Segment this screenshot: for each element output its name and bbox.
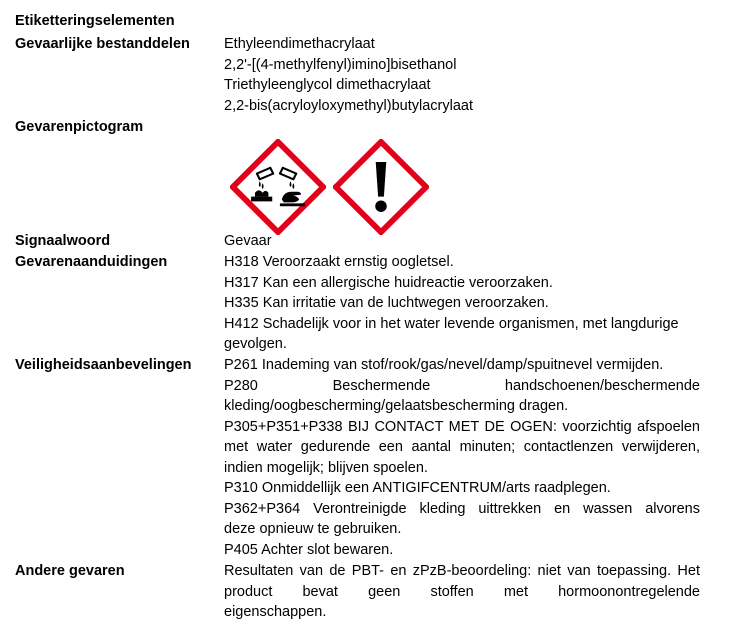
- signal-word-value: [224, 231, 700, 252]
- hazard-statements-list: [224, 252, 700, 355]
- hazard-statement: H318 Veroorzaakt ernstig oogletsel.: [224, 254, 454, 270]
- section-title: Etiketteringselementen: [15, 13, 175, 29]
- hazardous-components-label: Gevaarlijke bestanddelen: [15, 36, 190, 52]
- signal-word-label: Signaalwoord: [15, 233, 111, 249]
- other-hazards-line: Resultaten van de PBT- en zPzB-beoordeling: niet van toepassing. Het: [224, 563, 700, 579]
- pictograms-label: Gevarenpictogram: [15, 119, 144, 135]
- hazard-statement: H412 Schadelijk voor in het water levende organismen, met langdurige: [224, 315, 679, 332]
- precautionary-statements-list: [224, 355, 700, 560]
- component-item: Ethyleendimethacrylaat: [224, 36, 375, 52]
- precautionary-statement: met water gedurende een aantal minuten; contactlenzen verwijderen,: [224, 439, 700, 455]
- precautionary-statements-label: Veiligheidsaanbevelingen: [15, 357, 192, 373]
- precautionary-statement: P280 Beschermende handschoenen/beschermende: [224, 377, 700, 394]
- hazard-statements-label: Gevarenaanduidingen: [15, 254, 168, 270]
- exclamation-ghs07-icon: [333, 139, 429, 235]
- hazard-statement: H317 Kan een allergische huidreactie veroorzaken.: [224, 274, 553, 291]
- hazardous-components-list: [224, 34, 700, 116]
- component-item: Triethyleenglycol dimethacrylaat: [224, 77, 431, 93]
- precautionary-statement: P261 Inademing van stof/rook/gas/nevel/damp/spuitnevel vermijden.: [224, 357, 664, 373]
- precautionary-statement: P405 Achter slot bewaren.: [224, 541, 394, 558]
- precautionary-statement: deze opnieuw te gebruiken.: [224, 521, 402, 537]
- precautionary-statement: P362+P364 Verontreinigde kleding uittrekken en wassen alvorens: [224, 500, 700, 517]
- precautionary-statement: P305+P351+P338 BIJ CONTACT MET DE OGEN: voorzichtig afspoelen: [224, 418, 700, 435]
- precautionary-statement: kleding/oogbescherming/gelaatsbescherming dragen.: [224, 398, 569, 414]
- hazard-statement: gevolgen.: [224, 336, 287, 352]
- hazard-statement: H335 Kan irritatie van de luchtwegen veroorzaken.: [224, 295, 549, 311]
- other-hazards-text: [224, 561, 700, 623]
- other-hazards-line: product bevat geen stoffen met hormoonontregelende: [224, 583, 700, 600]
- signal-word: Gevaar: [224, 233, 272, 249]
- precautionary-statement: indien mogelijk; blijven spoelen.: [224, 459, 428, 476]
- other-hazards-line: eigenschappen.: [224, 604, 327, 620]
- precautionary-statement: P310 Onmiddellijk een ANTIGIFCENTRUM/arts raadplegen.: [224, 480, 611, 496]
- component-item: 2,2'-[(4-methylfenyl)imino]bisethanol: [224, 56, 457, 73]
- component-item: 2,2-bis(acryloyloxymethyl)butylacrylaat: [224, 97, 473, 114]
- other-hazards-label: Andere gevaren: [15, 563, 125, 579]
- corrosion-ghs05-icon: [230, 139, 326, 235]
